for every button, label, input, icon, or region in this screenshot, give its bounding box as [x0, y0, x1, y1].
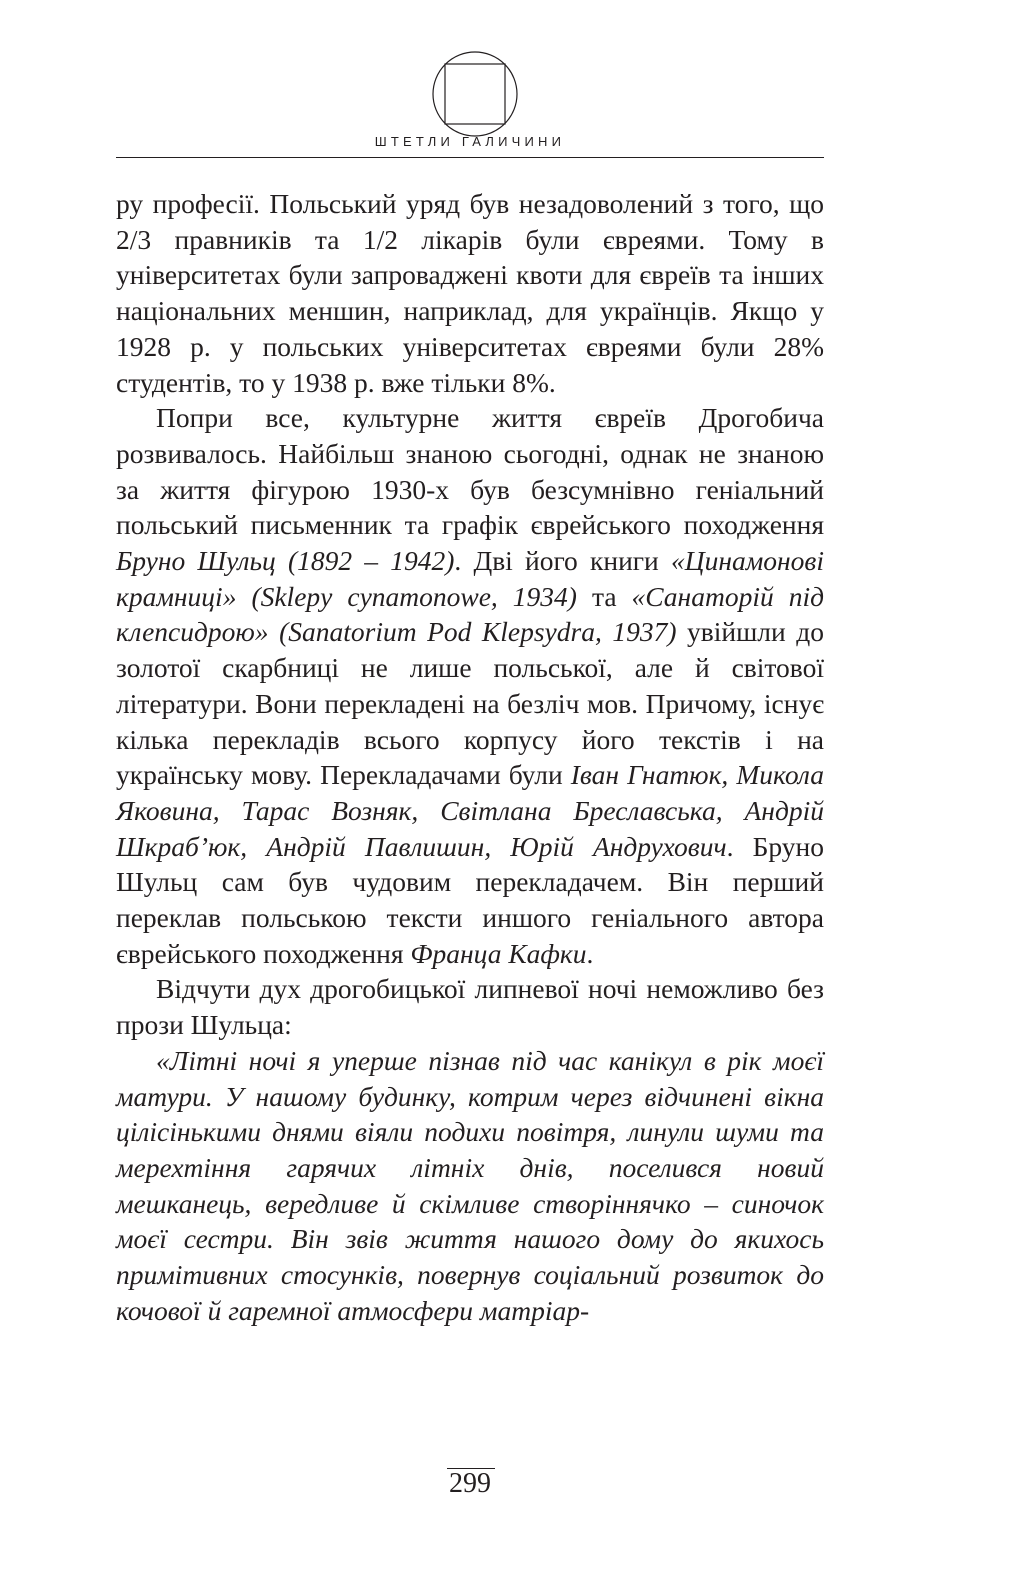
body-text — [116, 186, 824, 1329]
paragraph — [116, 186, 824, 400]
italic-span: «Санаторій під клепсидрою» (Sanatorium Pod Klepsydra, 1937) — [116, 580, 825, 648]
paragraph — [116, 971, 824, 1042]
circle-square-emblem-icon — [431, 50, 519, 138]
text-span: Відчути дух дрогобицької липневої ночі неможливо без прози Шульца: — [116, 973, 824, 1041]
quote-paragraph — [116, 1043, 824, 1329]
text-span: . — [586, 937, 594, 969]
text-span: Попри все, культурне життя євреїв Дрогобича розвивалось. Найбільш знаною сьогодні, однак не знаною за життя фігурою 1930-х був безсумнівно геніальний польський письменник та графік єврейського походження — [116, 402, 824, 541]
paragraph — [116, 400, 824, 971]
italic-span: Іван Гнатюк, Микола Яковина, Тарас Возняк, Світлана Бреславська, Андрій Шкраб’юк, Андрій Павлишин, Юрій Андрухович — [116, 759, 824, 862]
text-span: . Бруно Шульц сам був чудовим перекладачем. Він перший переклав польською тексти иншого геніального автора єврейського походження — [116, 830, 824, 969]
italic-span: «Літні ночі я уперше пізнав під час канікул в рік моєї матури. У нашому будинку, котрим через відчинені вікна цілісінькими днями віяли подихи повітря, линули шуми та мерехтіння гарячих літніх днів, поселився новий мешканець, вередливе й скімливе створіннячко – синочок моєї сестри. Він звів життя нашого дому до якихось примітивних стосунків, повернув соціальний розвиток до кочової й гаремної атмосфери матріар- — [116, 1044, 824, 1326]
text-span: увійшли до золотої скарбниці не лише польської, але й світової літератури. Вони перекладені на безліч мов. Причому, існує кілька перекладів всього корпусу його текстів і на українську мову. Перекладачами були — [116, 616, 825, 791]
italic-span: Франца Кафки — [410, 937, 587, 969]
running-head: ШТЕТЛИ ГАЛИЧИНИ — [374, 134, 566, 149]
header-rule — [116, 157, 824, 158]
italic-span: Бруно Шульц (1892 – 1942) — [116, 545, 455, 577]
italic-span: «Цинамонові крамниці» (Sklepy cynamonowe, 1934) — [116, 545, 824, 612]
text-span: ру професії. Польський уряд був незадоволений з того, що 2/3 правників та 1/2 лікарів були євреями. Тому в університетах були запроваджені квоти для євреїв та інших національних меншин, наприклад, для українців. Якщо у 1928 р. у польських університетах євреями були 28% студентів, то у 1938 р. вже тільки 8%. — [116, 188, 824, 398]
text-span: . Дві його книги — [454, 545, 671, 577]
page-number: 299 — [449, 1468, 491, 1499]
text-span: та — [576, 580, 632, 612]
